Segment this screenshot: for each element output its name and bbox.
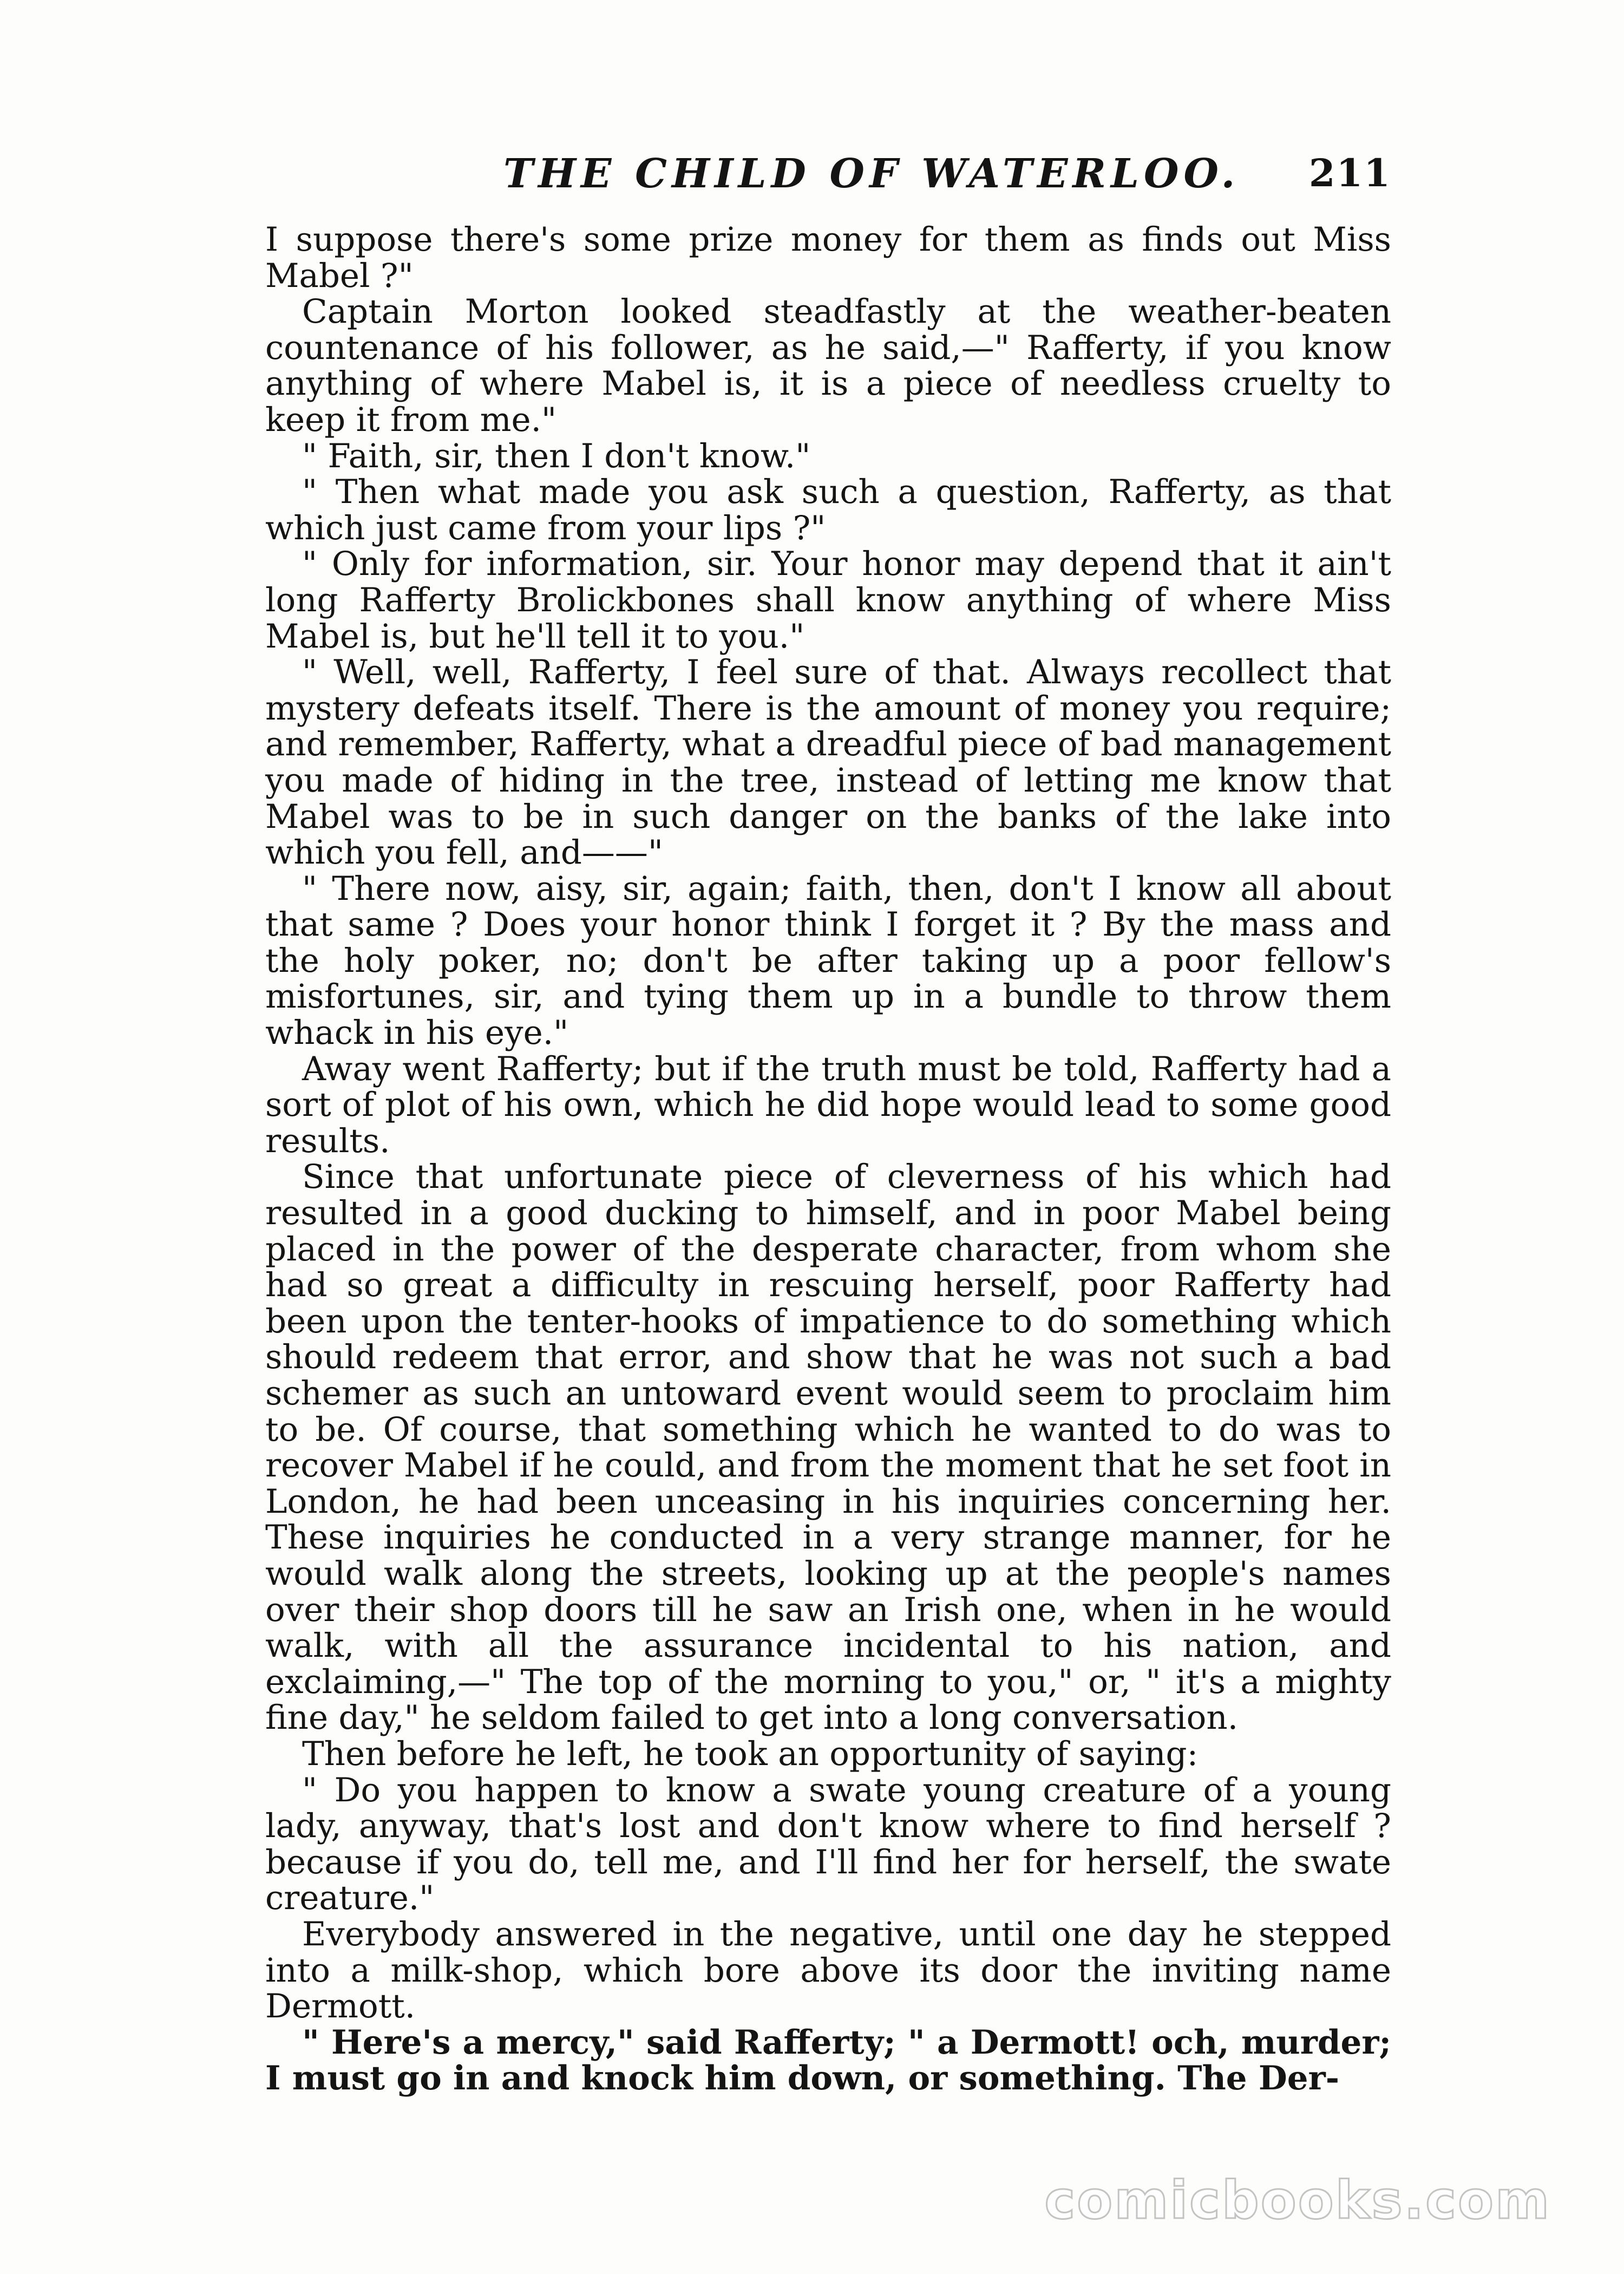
page-text xyxy=(265,222,1391,2097)
paragraph: Then before he left, he took an opportunity of saying: xyxy=(302,1734,1199,1773)
paragraph: " Then what made you ask such a question, Rafferty, as that which just came from your lips ?" xyxy=(265,473,1391,547)
paragraph: " Only for information, sir. Your honor may depend that it ain't long Rafferty Brolickbones shall know anything of where Miss Mabel is, but he'll tell it to you." xyxy=(265,545,1391,656)
paragraph: " Do you happen to know a swate young creature of a young lady, anyway, that's lost and don't know where to find herself ? because if you do, tell me, and I'll find her for herself, the swate creature." xyxy=(265,1770,1391,1918)
paragraph: Captain Morton looked steadfastly at the weather-beaten countenance of his follower, as he said,—" Rafferty, if you know anything of where Mabel is, it is a piece of needless cruelty to keep it from me." xyxy=(265,292,1391,439)
paragraph: I suppose there's some prize money for them as finds out Miss Mabel ?" xyxy=(265,220,1391,295)
page-header xyxy=(265,151,1391,199)
paragraph: Since that unfortunate piece of cleverness of his which had resulted in a good ducking to himself, and in poor Mabel being placed in the power of the desperate character, from whom she had so great a difficulty in rescuing herself, poor Rafferty had been upon the tenter-hooks of impatience to do something which should redeem that error, and show that he was not such a bad schemer as such an untoward event would seem to proclaim him to be. Of course, that something which he wanted to do was to recover Mabel if he could, and from the moment that he set foot in London, he had been unceasing in his inquiries concerning her. These inquiries he conducted in a very strange manner, for he would walk along the streets, looking up at the people's names over their shop doors till he saw an Irish one, when in he would walk, with all the assurance incidental to his nation, and exclaiming,—" The top of the morning to you," or, " it's a mighty fine day," he seldom failed to get into a long conversation. xyxy=(265,1158,1391,1737)
watermark: comicbooks.com xyxy=(1044,2170,1551,2231)
paragraph: " Here's a mercy," said Rafferty; " a Dermott! och, murder; I must go in and knock him down, or something. The Der- xyxy=(265,2023,1391,2098)
paragraph: " Faith, sir, then I don't know." xyxy=(302,436,811,475)
running-title: THE CHILD OF WATERLOO. xyxy=(503,151,1240,197)
page-number: 211 xyxy=(1308,151,1391,195)
paragraph: Everybody answered in the negative, until one day he stepped into a milk-shop, which bore above its door the inviting name Dermott. xyxy=(265,1914,1391,2026)
paragraph: " There now, aisy, sir, again; faith, then, don't I know all about that same ? Does your honor think I forget it ? By the mass and the holy poker, no; don't be after taking up a poor fellow's misfortunes, sir, and tying them up in a bundle to throw them whack in his eye." xyxy=(265,869,1391,1053)
paragraph: " Well, well, Rafferty, I feel sure of that. Always recollect that mystery defeats itself. There is the amount of money you require; and remember, Rafferty, what a dreadful piece of bad management you made of hiding in the tree, instead of letting me know that Mabel was to be in such danger on the banks of the lake into which you fell, and——" xyxy=(265,653,1391,872)
paragraph: Away went Rafferty; but if the truth must be told, Rafferty had a sort of plot of his own, which he did hope would lead to some good results. xyxy=(265,1049,1391,1160)
